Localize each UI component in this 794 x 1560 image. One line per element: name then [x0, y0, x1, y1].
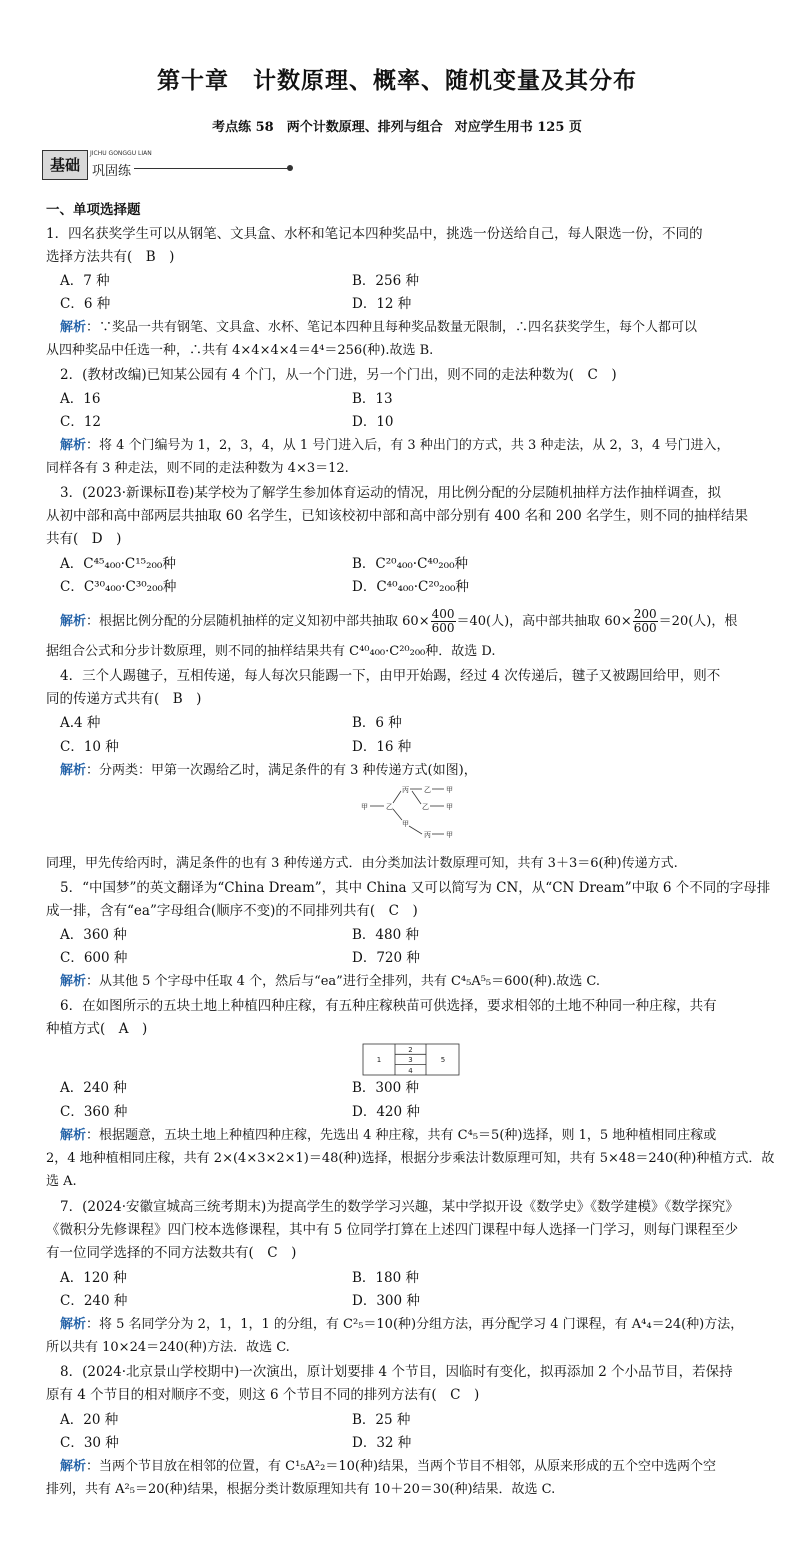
q6-option-d: D．420 种: [352, 1104, 420, 1120]
plot-5: 5: [440, 1056, 446, 1064]
solution-key: 解析: [60, 974, 87, 989]
tree-edge: [393, 791, 401, 803]
q6-solution-line2: 2，4 地种植相同庄稼，共有 2×(4×3×2×1)＝48(种)选择，根据分步乘法计数原理可知，共有 5×48＝240(种)种植方式．故: [46, 1151, 775, 1166]
tree-jia-low: 甲: [402, 820, 409, 828]
solution-key: 解析: [60, 320, 87, 335]
pass-tree-diagram: [360, 782, 470, 840]
fraction-400-600: [431, 608, 456, 635]
tree-edge: [409, 826, 422, 834]
q6-solution-text: ：根据题意，五块土地上种植四种庄稼，先选出 4 种庄稼，共有 C⁴₅＝5(种)选择，则 1，5 地种植相同庄稼或: [86, 1128, 717, 1143]
fraction-200-600: [633, 608, 658, 635]
solution-key: 解析: [60, 1317, 87, 1332]
q1-option-a: A．7 种: [60, 273, 110, 289]
q7-stem-line1: 7．(2024·安徽宣城高三统考期末)为提高学生的数学学习兴趣，某中学拟开设《数学史》《数学建模》《数学探究》: [60, 1199, 739, 1215]
q5-option-a: A．360 种: [60, 927, 127, 943]
land-plots-figure: [362, 1043, 462, 1077]
plot-2: 2: [408, 1046, 413, 1054]
tree-jia-mid: 甲: [446, 803, 453, 811]
solution-key: 解析: [60, 1459, 87, 1474]
q8-option-b: B．25 种: [352, 1412, 411, 1428]
section-heading: 一、单项选择题: [46, 202, 141, 218]
q4-stem-line1: 4．三个人踢毽子，互相传递，每人每次只能踢一下，由甲开始踢，经过 4 次传递后，毽子又被踢回给甲，则不: [60, 668, 721, 684]
q6-solution-line1: [60, 1125, 772, 1147]
q7-solution-text: ：将 5 名同学分为 2，1，1，1 的分组，有 C²₅＝10(种)分组方法，再分配学习 4 门课程，有 A⁴₄＝24(种)方法，: [86, 1317, 744, 1332]
q6-option-a: A．240 种: [60, 1080, 127, 1096]
banner-dot: [287, 165, 293, 171]
fraction-numerator: 400: [431, 607, 455, 621]
q8-option-a: A．20 种: [60, 1412, 119, 1428]
q4-option-a: A.4 种: [60, 715, 101, 731]
q8-solution-line2: 排列，共有 A²₅＝20(种)结果，根据分类计数原理知共有 10＋20＝30(种)结果．故选 C.: [46, 1482, 556, 1497]
q2-stem-line1: 2．(教材改编)已知某公园有 4 个门，从一个门进，另一个门出，则不同的走法种数为( C ): [60, 367, 617, 383]
q5-solution-text: ：从其他 5 个字母中任取 4 个，然后与“ea”进行全排列，共有 C⁴₅A⁵₅＝600(种).故选 C.: [86, 974, 600, 989]
plot-4: 4: [408, 1067, 413, 1075]
q4-solution-line2: 同理，甲先传给丙时，满足条件的也有 3 种传递方式．由分类加法计数原理可知，共有 3＋3＝6(种)传递方式.: [46, 856, 678, 871]
q6-stem-line2: 种植方式( A ): [46, 1021, 148, 1037]
q2-solution-line2: 同样各有 3 种走法，则不同的走法种数为 4×3＝12.: [46, 461, 349, 476]
plot-1: 1: [376, 1056, 382, 1064]
q8-solution-text: ：当两个节目放在相邻的位置，有 C¹₅A²₂＝10(种)结果，当两个节目不相邻，从原来形成的五个空中选两个空: [86, 1459, 717, 1474]
q8-stem-line2: 原有 4 个节目的相对顺序不变，则这 6 个节目不同的排列方法有( C ): [46, 1387, 480, 1403]
solution-key: 解析: [60, 614, 87, 629]
fraction-denominator: 600: [431, 621, 455, 635]
q1-option-d: D．12 种: [352, 296, 412, 312]
q1-solution-text: ：∵奖品一共有钢笔、文具盒、水杯、笔记本四种且每种奖品数量无限制，∴四名获奖学生，每个人都可以: [86, 320, 698, 335]
tree-edge: [393, 809, 402, 820]
q1-option-c: C．6 种: [60, 296, 111, 312]
q6-option-b: B．300 种: [352, 1080, 419, 1096]
q3-option-c: C．C³⁰₄₀₀·C³⁰₂₀₀种: [60, 579, 177, 595]
q7-option-b: B．180 种: [352, 1270, 419, 1286]
chapter-title: 第十章 计数原理、概率、随机变量及其分布: [157, 67, 637, 94]
q1-stem-line2: 选择方法共有( B ): [46, 249, 175, 265]
q5-solution-line1: [60, 971, 772, 993]
tree-bing-top: 丙: [402, 786, 409, 794]
q5-option-b: B．480 种: [352, 927, 419, 943]
banner-pinyin: JICHU GONGGU LIAN: [90, 150, 152, 157]
q4-stem-line2: 同的传递方式共有( B ): [46, 691, 202, 707]
banner-label: 巩固练: [92, 164, 132, 179]
q7-stem-line2: 《微积分先修课程》四门校本选修课程，其中有 5 位同学打算在上述四门课程中每人选择一门学习，则每门课程至少: [46, 1222, 739, 1238]
q2-solution-line1: [60, 435, 772, 457]
q7-solution-line1: [60, 1314, 772, 1336]
basic-practice-banner: [42, 150, 292, 182]
q4-option-d: D．16 种: [352, 739, 412, 755]
q8-option-d: D．32 种: [352, 1435, 412, 1451]
solution-key: 解析: [60, 1128, 87, 1143]
q4-option-b: B．6 种: [352, 715, 402, 731]
subtitle-page-ref: 对应学生用书 125 页: [454, 120, 582, 135]
q2-option-a: A．16: [60, 391, 101, 407]
banner-tag: 基础: [42, 150, 88, 180]
tree-yi-mid: 乙: [422, 803, 429, 811]
tree-jia-top: 甲: [446, 786, 453, 794]
tree-jia-bottom: 甲: [446, 831, 453, 839]
q8-option-c: C．30 种: [60, 1435, 119, 1451]
q7-solution-line2: 所以共有 10×24＝240(种)方法．故选 C.: [46, 1340, 290, 1355]
q3-solution-text-c: ＝20(人)，根: [658, 614, 738, 629]
q7-option-d: D．300 种: [352, 1293, 420, 1309]
q3-option-a: A．C⁴⁵₄₀₀·C¹⁵₂₀₀种: [60, 556, 176, 572]
tree-yi-top: 乙: [424, 786, 431, 794]
subtitle-topic: 考点练 58 两个计数原理、排列与组合: [212, 120, 443, 135]
tree-bing-low: 丙: [424, 831, 431, 839]
q5-option-c: C．600 种: [60, 950, 128, 966]
q3-solution-line1: [60, 607, 772, 637]
q8-stem-line1: 8．(2024·北京景山学校期中)一次演出，原计划要排 4 个节目，因临时有变化，拟再添加 2 个小品节目，若保持: [60, 1364, 733, 1380]
tree-edge: [412, 791, 421, 804]
tree-yi-1: 乙: [386, 803, 393, 811]
q6-option-c: C．360 种: [60, 1104, 128, 1120]
q3-option-b: B．C²⁰₄₀₀·C⁴⁰₂₀₀种: [352, 556, 468, 572]
q5-option-d: D．720 种: [352, 950, 420, 966]
q2-option-b: B．13: [352, 391, 393, 407]
q1-option-b: B．256 种: [352, 273, 419, 289]
q1-solution-line2: 从四种奖品中任选一种，∴共有 4×4×4×4＝4⁴＝256(种).故选 B.: [46, 343, 434, 358]
banner-rule: [134, 168, 289, 169]
q7-option-c: C．240 种: [60, 1293, 128, 1309]
q1-solution-line1: [60, 317, 772, 339]
q2-option-d: D．10: [352, 414, 394, 430]
q3-solution-text-b: ＝40(人)，高中部共抽取 60×: [456, 614, 632, 629]
q3-stem-line1: 3．(2023·新课标Ⅱ卷)某学校为了解学生参加体育运动的情况，用比例分配的分层随机抽样方法作抽样调查，拟: [60, 485, 721, 501]
q6-solution-line3: 选 A.: [46, 1174, 77, 1189]
q5-stem-line2: 成一排，含有“ea”字母组合(顺序不变)的不同排列共有( C ): [46, 903, 418, 919]
q2-option-c: C．12: [60, 414, 102, 430]
q3-stem-line3: 共有( D ): [46, 531, 122, 547]
q4-option-c: C．10 种: [60, 739, 119, 755]
q3-solution-text-a: ：根据比例分配的分层随机抽样的定义知初中部共抽取 60×: [86, 614, 430, 629]
q5-stem-line1: 5．“中国梦”的英文翻译为“China Dream”，其中 China 又可以简写为 CN，从“CN Dream”中取 6 个不同的字母排: [60, 880, 771, 896]
plot-3: 3: [408, 1056, 413, 1064]
solution-key: 解析: [60, 763, 87, 778]
q3-solution-line2: 据组合公式和分步计数原理，则不同的抽样结果共有 C⁴⁰₄₀₀·C²⁰₂₀₀种．故选 D.: [46, 644, 496, 659]
fraction-denominator: 600: [633, 621, 657, 635]
q1-stem-line1: 1．四名获奖学生可以从钢笔、文具盒、水杯和笔记本四种奖品中，挑选一份送给自己，每人限选一份，不同的: [46, 226, 703, 242]
q6-stem-line1: 6．在如图所示的五块土地上种植四种庄稼，有五种庄稼秧苗可供选择，要求相邻的土地不种同一种庄稼，共有: [60, 998, 717, 1014]
q7-stem-line3: 有一位同学选择的不同方法数共有( C ): [46, 1245, 297, 1261]
q4-solution-line1: [60, 760, 772, 782]
fraction-numerator: 200: [633, 607, 657, 621]
q3-option-d: D．C⁴⁰₄₀₀·C²⁰₂₀₀种: [352, 579, 469, 595]
q2-solution-text: ：将 4 个门编号为 1，2，3，4，从 1 号门进入后，有 3 种出门的方式，共 3 种走法，从 2，3，4 号门进入，: [86, 438, 730, 453]
tree-jia-root: 甲: [361, 803, 368, 811]
q3-stem-line2: 从初中部和高中部两层共抽取 60 名学生，已知该校初中部和高中部分别有 400 名和 200 名学生，则不同的抽样结果: [46, 508, 748, 524]
q7-option-a: A．120 种: [60, 1270, 127, 1286]
section-subtitle: [0, 116, 794, 135]
q4-solution-text: ：分两类：甲第一次踢给乙时，满足条件的有 3 种传递方式(如图)，: [86, 763, 477, 778]
solution-key: 解析: [60, 438, 87, 453]
q8-solution-line1: [60, 1456, 772, 1478]
